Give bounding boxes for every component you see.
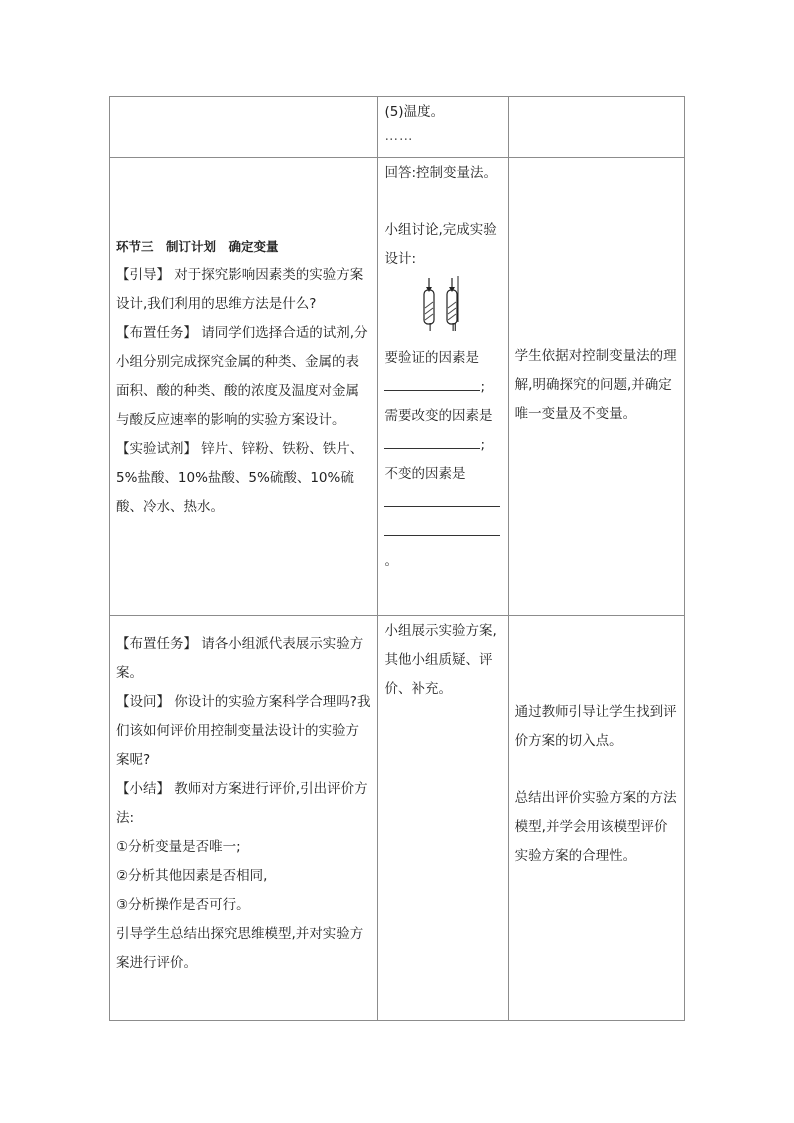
row3-student-text: 小组展示实验方案,其他小组质疑、评价、补充。 (384, 623, 497, 697)
guide-paragraph (116, 261, 371, 319)
guide-text: 对于探究影响因素类的实验方案设计,我们利用的思维方法是什么? (116, 267, 364, 312)
temperature-item: (5)温度。 (384, 104, 445, 120)
task-tag: 【布置任务】 (116, 325, 197, 341)
test-tubes-figure (384, 274, 501, 344)
table-row (110, 616, 685, 1021)
row1-student-cell (378, 97, 508, 158)
method-item-3: ③分析操作是否可行。 (116, 897, 250, 913)
row1-teacher-cell (110, 97, 378, 158)
lesson-plan-table (109, 96, 685, 1021)
test-tubes-icon (418, 276, 478, 344)
method-item-2: ②分析其他因素是否相同, (116, 868, 268, 884)
summary-tag: 【小结】 (116, 781, 170, 797)
summary-paragraph (116, 775, 371, 833)
section-title: 环节三 制订计划 确定变量 (116, 239, 279, 254)
discuss-text: 小组讨论,完成实验设计: (384, 222, 497, 267)
method-item-1: ①分析变量是否唯一; (116, 839, 241, 855)
task-text: 请同学们选择合适的试剂,分小组分别完成探究金属的种类、金属的表面积、酸的种类、酸的浓度及温度对金属与酸反应速率的影响的实验方案设计。 (116, 325, 368, 428)
ellipsis: …… (384, 128, 414, 144)
task2-tag: 【布置任务】 (116, 636, 197, 652)
reagent-text: 锌片、锌粉、铁粉、铁片、5%盐酸、10%盐酸、5%硫酸、10%硫酸、冷水、热水。 (116, 441, 364, 515)
reagent-paragraph (116, 435, 371, 522)
question-change: 需要改变的因素是 (384, 408, 493, 424)
task2-paragraph (116, 630, 371, 688)
row3-intent-cell (508, 616, 684, 1021)
blank-line-3 (384, 489, 501, 518)
task2-text: 请各小组派代表展示实验方案。 (116, 636, 364, 681)
row3-teacher-cell (110, 616, 378, 1021)
row2-intent-text: 学生依据对控制变量法的理解,明确探究的问题,并确定唯一变量及不变量。 (514, 348, 677, 422)
row2-teacher-cell (110, 158, 378, 616)
ask-text: 你设计的实验方案科学合理吗?我们该如何评价用控制变量法设计的实验方案呢? (116, 694, 371, 768)
row1-intent-cell (508, 97, 684, 158)
blank-line-2 (384, 431, 501, 460)
semicolon-2: ; (480, 437, 486, 453)
guide-tag: 【引导】 (116, 267, 170, 283)
semicolon-1: ; (480, 379, 486, 395)
ask-paragraph (116, 688, 371, 775)
row3-student-cell (378, 616, 508, 1021)
period-mark: 。 (384, 553, 398, 569)
answer-text: 回答:控制变量法。 (384, 165, 498, 181)
question-constant: 不变的因素是 (384, 466, 466, 482)
conclusion-text: 引导学生总结出探究思维模型,并对实验方案进行评价。 (116, 926, 364, 971)
tube-label-1: Ⅰ (428, 321, 432, 334)
summary-text: 教师对方案进行评价,引出评价方法: (116, 781, 368, 826)
table-row (110, 158, 685, 616)
ask-tag: 【设问】 (116, 694, 170, 710)
row2-intent-cell (508, 158, 684, 616)
row3-intent-text-b: 总结出评价实验方案的方法模型,并学会用该模型评价实验方案的合理性。 (514, 790, 677, 864)
tube-label-2: Ⅱ (451, 321, 457, 334)
blank-line-1 (384, 373, 501, 402)
row2-student-cell (378, 158, 508, 616)
task-paragraph (116, 319, 371, 435)
row3-intent-text-a: 通过教师引导让学生找到评价方案的切入点。 (514, 704, 677, 749)
question-verify: 要验证的因素是 (384, 350, 479, 366)
blank-line-4 (384, 518, 501, 547)
reagent-tag: 【实验试剂】 (116, 441, 197, 457)
table-row (110, 97, 685, 158)
